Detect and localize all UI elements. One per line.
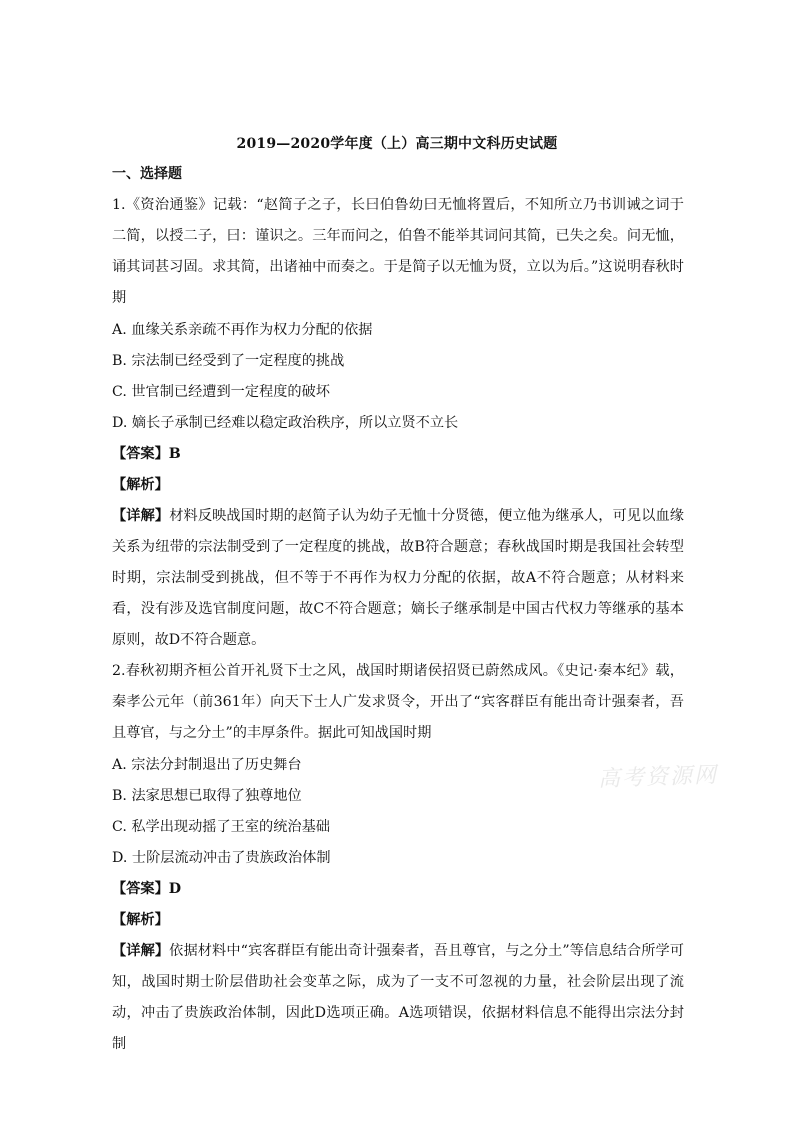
page-title: 2019—2020学年度（上）高三期中文科历史试题: [236, 136, 558, 152]
question-1-answer: 【答案】B: [112, 446, 181, 462]
detail-text: 材料反映战国时期的赵简子认为幼子无恤十分贤德，便立他为继承人，可见以血缘关系为纽带的宗法制受到了一定程度的挑战，故B符合题意；春秋战国时期是我国社会转型时期，宗法制受到挑战，但不等于不再作为权力分配的依据，故A不符合题意；从材料来看，没有涉及选官制度问题，故C不符合题意；嫡长子继承制是中国古代权力等继承的基本原则，故D不符合题意。: [112, 508, 684, 648]
question-1-option-d: D. 嫡长子承制已经难以稳定政治秩序，所以立贤不立长: [112, 415, 459, 431]
question-2-analysis-label: 【解析】: [112, 912, 169, 928]
question-1-stem: 1.《资治通鉴》记载：“赵简子之子，长曰伯鲁幼曰无恤将置后，不知所立乃书训诫之词于二简，以授二子，曰：谨识之。三年而问之，伯鲁不能举其词问其简，已失之矣。问无恤，诵其词甚习固。求其简，出诸袖中而奏之。于是简子以无恤为贤，立以为后。”这说明春秋时期: [112, 197, 684, 306]
question-2-option-a: A. 宗法分封制退出了历史舞台: [112, 757, 302, 773]
question-1-detail: [112, 501, 684, 656]
question-1-option-c: C. 世官制已经遭到一定程度的破坏: [112, 384, 330, 400]
question-1-option-b: B. 宗法制已经受到了一定程度的挑战: [112, 353, 345, 369]
detail-label: 【详解】: [112, 943, 170, 959]
section-heading: 一、选择题: [112, 166, 182, 182]
question-2-option-c: C. 私学出现动摇了王室的统治基础: [112, 819, 330, 835]
question-2-detail: [112, 936, 684, 1060]
question-2-option-d: D. 士阶层流动冲击了贵族政治体制: [112, 850, 331, 866]
detail-label: 【详解】: [112, 508, 170, 524]
question-2-option-b: B. 法家思想已取得了独尊地位: [112, 788, 302, 804]
detail-text: 依据材料中“宾客群臣有能出奇计强秦者，吾且尊官，与之分土”等信息结合所学可知，战国时期士阶层借助社会变革之际，成为了一支不可忽视的力量，社会阶层出现了流动，冲击了贵族政治体制，因此D选项正确。A选项错误，依据材料信息不能得出宗法分封制: [112, 943, 684, 1052]
question-1-option-a: A. 血缘关系亲疏不再作为权力分配的依据: [112, 322, 373, 338]
question-2-stem: 2.春秋初期齐桓公首开礼贤下士之风，战国时期诸侯招贤已蔚然成风。《史记·秦本纪》载，秦孝公元年（前361年）向天下士人广发求贤令，开出了“宾客群臣有能出奇计强秦者，吾且尊官，与之分土”的丰厚条件。据此可知战国时期: [112, 663, 684, 741]
question-2-answer: 【答案】D: [112, 881, 182, 897]
watermark-logo: 高考资源网: [597, 762, 719, 793]
question-1-analysis-label: 【解析】: [112, 477, 169, 493]
